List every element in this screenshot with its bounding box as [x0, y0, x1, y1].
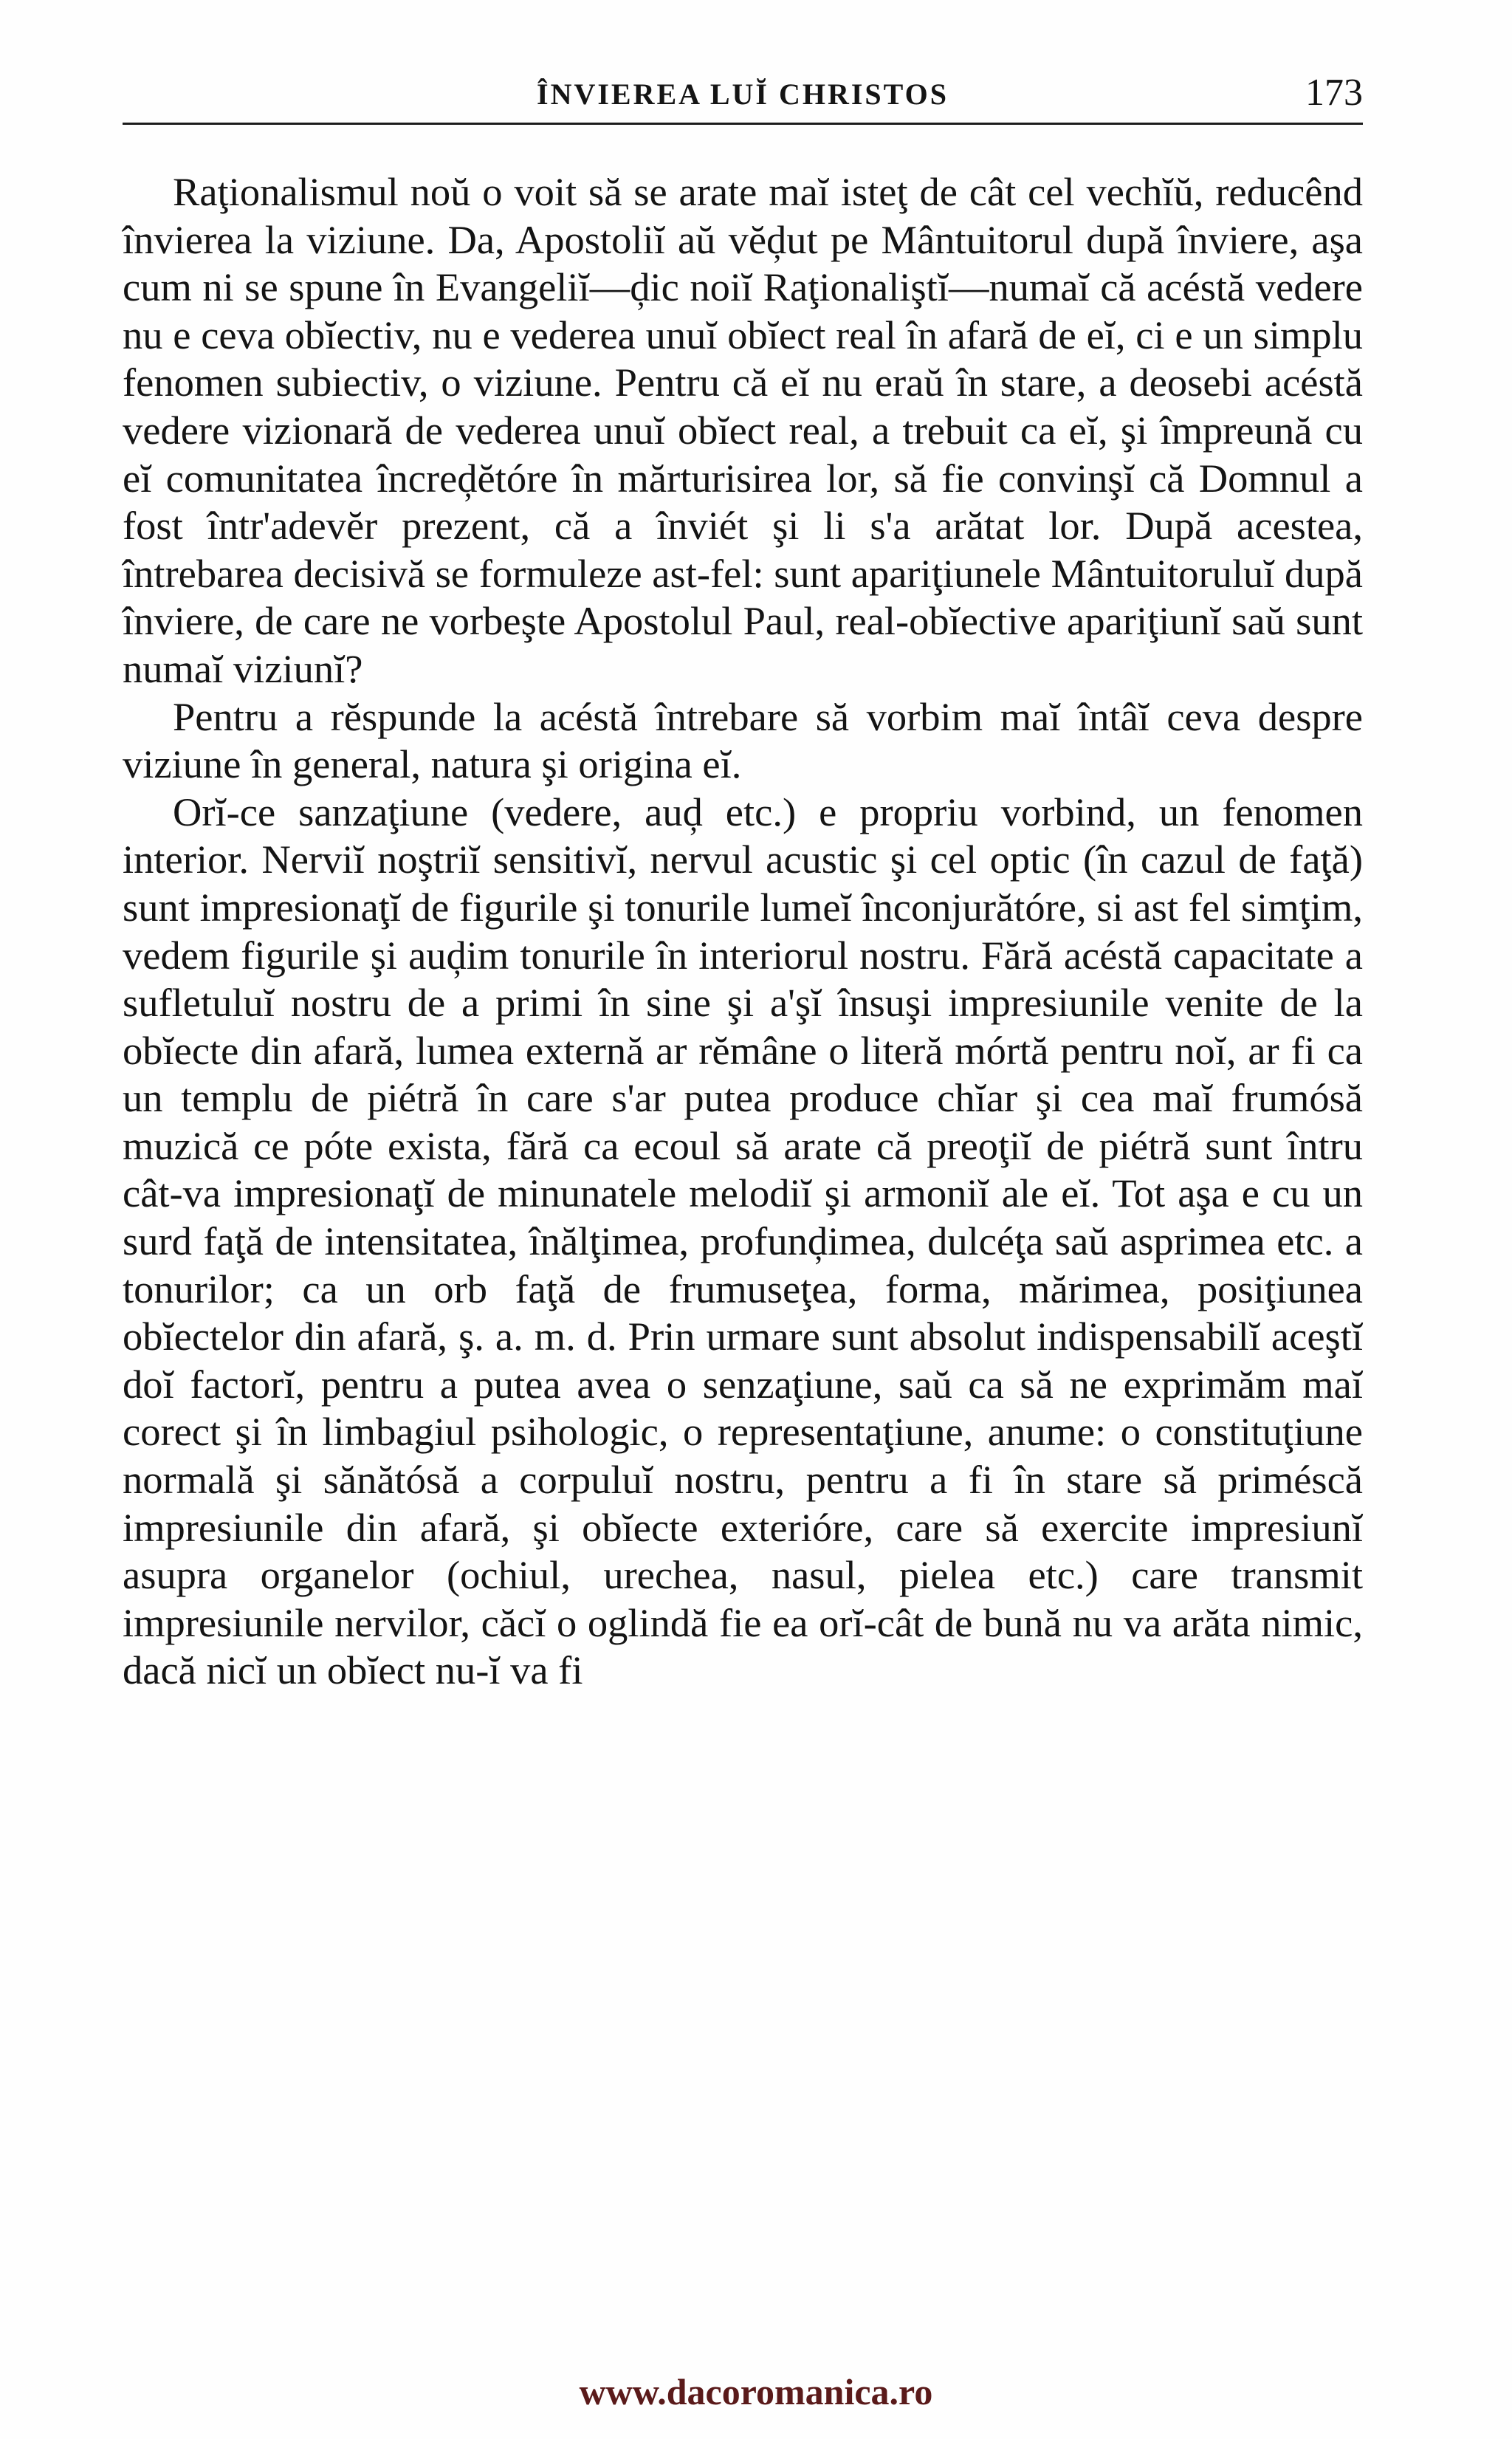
- footer-watermark-url: www.dacoromanica.ro: [579, 2371, 933, 2412]
- paragraph-sensation: Orĭ-ce sanzaţiune (vedere, auḑ etc.) e propriu vorbind, un fenomen interior. Nerviĭ noştriĭ sensitivĭ, nervul acustic şi cel optic (în cazul de faţă) sunt impresionaţĭ de figurile şi tonurile lumeĭ înconjurătóre, si ast fel simţim, vedem figurile şi auḑim tonurile în interiorul nostru. Fără acéstă capacitate a sufletuluĭ nostru de a primi în sine şi a'şĭ însuşi impresiunile venite de la obĭecte din afară, lumea externă ar rĕmâne o literă mórtă pentru noĭ, ar fi ca un templu de piétră în care s'ar putea produce chĭar şi cea maĭ frumósă muzică ce póte exista, fără ca ecoul să arate că preoţiĭ de piétră sunt întru cât-va impresionaţĭ de minunatele melodiĭ şi armoniĭ ale eĭ. Tot aşa e cu un surd faţă de intensitatea, înălţimea, profunḑimea, dulcéţa saŭ asprimea etc. a tonurilor; ca un orb faţă de frumuseţea, forma, mărimea, posiţiunea obĭectelor din afară, ş. a. m. d. Prin urmare sunt absolut indispensabilĭ aceştĭ doĭ factorĭ, pentru a putea avea o senzaţiune, saŭ ca să ne exprimăm maĭ corect şi în limbagiul psihologic, o representaţiune, anume: o constituţiune normală şi sănătósă a corpuluĭ nostru, pentru a fi în stare să priméscă impresiunile din afară, şi obĭecte exterióre, care să exercite impresiunĭ asupra organelor (ochiul, urechea, nasul, pielea etc.) care transmit impresiunile nervilor, căcĭ o oglindă fie ea orĭ-cât de bună nu va arăta nimic, dacă nicĭ un obĭect nu-ĭ va fi: [123, 789, 1363, 1693]
- page-header: [123, 71, 1363, 125]
- paragraph-answer-question: Pentru a rĕspunde la acéstă întrebare să vorbim maĭ întâĭ ceva despre viziune în general, natura şi origina eĭ.: [123, 693, 1363, 787]
- page-number: 173: [1305, 72, 1363, 114]
- paragraph-rationalism: Raţionalismul noŭ o voit să se arate maĭ isteţ de cât cel vechĭŭ, reducênd învierea la viziune. Da, Apostoliĭ aŭ vĕḑut pe Mântuitorul după înviere, aşa cum ni se spune în Evangeliĭ—ḑic noiĭ Raţionaliştĭ—numaĭ că acéstă vedere nu e ceva obĭectiv, nu e vederea unuĭ obĭect real în afară de eĭ, ci e un simplu fenomen subiectiv, o viziune. Pentru că eĭ nu eraŭ în stare, a deosebi acéstă vedere vizionară de vederea unuĭ obĭect real, a trebuit ca eĭ, şi împreună cu eĭ comunitatea încreḑĕtóre în mărturisirea lor, să fie convinşĭ că Domnul a fost într'adevĕr prezent, că a înviét şi li s'a arătat lor. După acestea, întrebarea decisivă se formuleze ast-fel: sunt apariţiunele Mântuitoruluĭ după înviere, de care ne vorbeşte Apostolul Paul, real-obĭective apariţiunĭ saŭ sunt numaĭ viziunĭ?: [123, 169, 1363, 691]
- running-title: ÎNVIEREA LUĬ CHRISTOS: [537, 78, 949, 111]
- body-text: [123, 168, 1363, 1695]
